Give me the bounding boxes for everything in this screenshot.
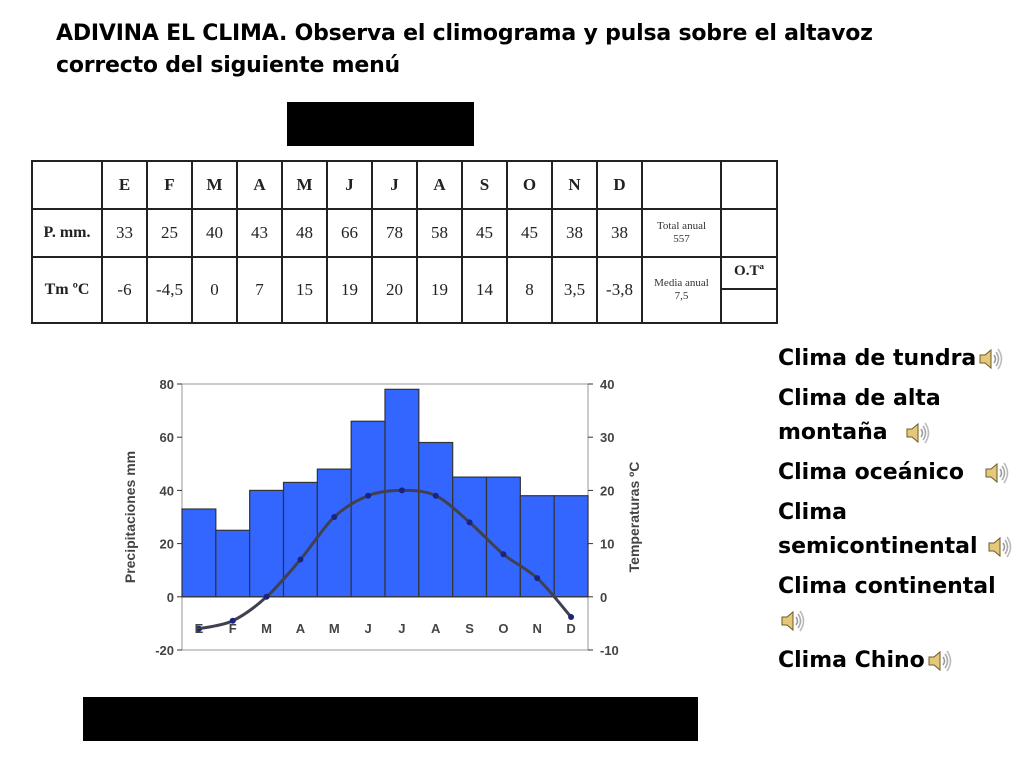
precip-cell: 25 xyxy=(147,209,192,257)
precipitation-bar xyxy=(284,482,318,596)
temp-cell: 8 xyxy=(507,257,552,323)
option-label: Clima de tundra xyxy=(778,346,977,371)
option-tundra xyxy=(778,342,1018,376)
option-chino xyxy=(778,644,1018,678)
y2-tick-label: 20 xyxy=(600,483,615,499)
month-header: O xyxy=(507,161,552,209)
temp-cell: 0 xyxy=(192,257,237,323)
precipitation-bar xyxy=(182,509,216,597)
option-alta-montana xyxy=(778,382,1018,450)
x-tick-label: A xyxy=(295,620,306,636)
y2-tick-label: 0 xyxy=(600,589,608,605)
temp-cell: -3,8 xyxy=(597,257,642,323)
empty-cell xyxy=(721,209,777,257)
y-tick-label: 0 xyxy=(166,589,174,605)
option-label: Clima de alta montaña xyxy=(778,386,941,445)
annual-mean-label: Media anual xyxy=(654,277,709,289)
precipitation-bar xyxy=(554,496,588,597)
precip-cell: 48 xyxy=(282,209,327,257)
x-tick-label: O xyxy=(498,620,509,636)
precipitation-bar xyxy=(520,496,554,597)
month-header: J xyxy=(372,161,417,209)
temp-row-label: Tm ºC xyxy=(32,257,102,323)
temperature-point xyxy=(568,614,574,620)
speaker-icon[interactable] xyxy=(976,345,1004,373)
speaker-icon[interactable] xyxy=(925,647,953,675)
temp-cell: -6 xyxy=(102,257,147,323)
temperature-row xyxy=(32,257,777,323)
temperature-point xyxy=(331,514,337,520)
precipitation-bar xyxy=(216,530,250,597)
temp-cell: 15 xyxy=(282,257,327,323)
month-header: F xyxy=(147,161,192,209)
speaker-icon[interactable] xyxy=(985,533,1013,561)
climograph-chart xyxy=(118,372,650,660)
page-title: ADIVINA EL CLIMA. Observa el climograma y pulsa sobre el altavoz correcto del siguiente menú xyxy=(56,21,873,78)
speaker-icon[interactable] xyxy=(982,459,1010,487)
month-header: M xyxy=(192,161,237,209)
month-header: E xyxy=(102,161,147,209)
temp-cell: 19 xyxy=(417,257,462,323)
annual-total-label: Total anual xyxy=(656,220,707,232)
temp-cell: 20 xyxy=(372,257,417,323)
option-semicontinental xyxy=(778,496,1018,564)
y2-tick-label: 40 xyxy=(600,377,615,392)
climate-options-menu xyxy=(778,342,1018,678)
table-header-row xyxy=(32,161,777,209)
annual-total-value: 557 xyxy=(673,233,690,245)
y2-tick-label: 10 xyxy=(600,536,615,552)
speaker-icon[interactable] xyxy=(778,607,806,635)
month-header: A xyxy=(237,161,282,209)
option-label: Clima Chino xyxy=(778,648,925,673)
table-corner-cell xyxy=(32,161,102,209)
y2-tick-label: -10 xyxy=(600,643,619,658)
y-tick-label: 80 xyxy=(159,377,174,392)
precip-row-label: P. mm. xyxy=(32,209,102,257)
temperature-point xyxy=(297,557,303,563)
precipitation-bar xyxy=(351,421,385,597)
temperature-point xyxy=(365,493,371,499)
y-tick-label: 60 xyxy=(159,430,174,446)
temperature-point xyxy=(433,493,439,499)
x-tick-label: J xyxy=(364,620,372,636)
option-label: Clima oceánico xyxy=(778,460,964,485)
x-tick-label: F xyxy=(228,620,237,636)
x-tick-label: D xyxy=(566,620,576,636)
month-header: M xyxy=(282,161,327,209)
annual-mean-cell xyxy=(642,257,721,323)
precip-cell: 43 xyxy=(237,209,282,257)
y-tick-label: 20 xyxy=(159,536,174,552)
x-tick-label: N xyxy=(532,620,542,636)
x-tick-label: E xyxy=(194,620,204,636)
temp-cell: 19 xyxy=(327,257,372,323)
month-header: N xyxy=(552,161,597,209)
temp-cell: 3,5 xyxy=(552,257,597,323)
month-header: J xyxy=(327,161,372,209)
y-tick-label: -20 xyxy=(155,643,174,658)
temp-cell: 14 xyxy=(462,257,507,323)
precip-cell: 66 xyxy=(327,209,372,257)
precipitation-row xyxy=(32,209,777,257)
precip-cell: 45 xyxy=(507,209,552,257)
month-header: S xyxy=(462,161,507,209)
precipitation-bar xyxy=(453,477,487,597)
temperature-point xyxy=(534,575,540,581)
temperature-point xyxy=(264,594,270,600)
y-axis-label: Precipitaciones mm xyxy=(122,450,138,584)
x-tick-label: M xyxy=(261,620,273,636)
option-continental xyxy=(778,570,1018,638)
precip-cell: 78 xyxy=(372,209,417,257)
climate-data-table xyxy=(31,160,778,324)
y2-axis-label: Temperaturas ºC xyxy=(626,461,642,573)
precip-cell: 40 xyxy=(192,209,237,257)
y2-tick-label: 30 xyxy=(600,430,615,446)
precipitation-bar xyxy=(250,490,284,596)
x-tick-label: M xyxy=(328,620,340,636)
option-label: Clima continental xyxy=(778,574,996,599)
precipitation-bar xyxy=(419,443,453,597)
annual-total-cell xyxy=(642,209,721,257)
thermal-amplitude-label: O.Tª xyxy=(722,258,776,290)
precipitation-bar xyxy=(487,477,521,597)
x-tick-label: A xyxy=(431,620,441,636)
speaker-icon[interactable] xyxy=(903,419,931,447)
precip-cell: 45 xyxy=(462,209,507,257)
x-tick-label: S xyxy=(465,620,474,636)
precip-cell: 38 xyxy=(552,209,597,257)
redacted-block-top xyxy=(287,102,474,146)
y-tick-label: 40 xyxy=(159,483,174,499)
precip-cell: 33 xyxy=(102,209,147,257)
empty-cell xyxy=(642,161,721,209)
empty-cell xyxy=(721,161,777,209)
precip-cell: 58 xyxy=(417,209,462,257)
option-oceanico xyxy=(778,456,1018,490)
temp-cell: -4,5 xyxy=(147,257,192,323)
month-header: A xyxy=(417,161,462,209)
temp-cell: 7 xyxy=(237,257,282,323)
month-header: D xyxy=(597,161,642,209)
thermal-amplitude-cell xyxy=(721,257,777,323)
temperature-point xyxy=(467,519,473,525)
annual-mean-value: 7,5 xyxy=(674,290,689,302)
x-tick-label: J xyxy=(398,620,406,636)
precip-cell: 38 xyxy=(597,209,642,257)
temperature-point xyxy=(500,551,506,557)
redacted-block-bottom xyxy=(83,697,698,741)
option-label: Clima semicontinental xyxy=(778,500,978,559)
temperature-point xyxy=(399,487,405,493)
